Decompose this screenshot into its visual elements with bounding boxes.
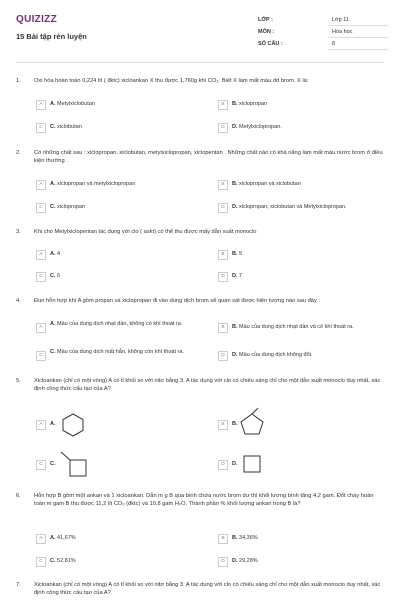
option-key: A. xyxy=(50,250,56,257)
meta-row-grade xyxy=(258,17,388,29)
option-letter: D xyxy=(218,123,228,133)
option-text: 29,28% xyxy=(239,557,258,564)
option-key: D. xyxy=(232,557,238,564)
option-key: C. xyxy=(50,348,56,355)
option-key: D. xyxy=(232,272,238,279)
option-text: 5 xyxy=(239,250,243,257)
option-letter: C xyxy=(36,123,46,133)
option-text: xiclopropan xyxy=(57,203,86,210)
option-letter: A xyxy=(36,420,46,430)
option-key: D. xyxy=(232,123,238,130)
option-text: 7 xyxy=(239,272,243,279)
question-text: Đun hỗn hợp khí A gồm propan và xiclopropan đi vào dung dịch brom sẽ quan sát được hiện tượng nào sau đây : xyxy=(34,298,320,304)
option-letter: C xyxy=(36,351,46,361)
meta-value: 8 xyxy=(332,41,336,47)
option-letter: B xyxy=(218,323,228,333)
option-letter: A xyxy=(36,100,46,110)
option-key: A. xyxy=(50,320,56,327)
meta-label: MÔN : xyxy=(258,29,275,35)
meta-panel xyxy=(258,17,388,53)
option-letter: C xyxy=(36,203,46,213)
option-key: A. xyxy=(50,534,56,541)
option-key: B. xyxy=(232,534,238,541)
meta-value: Lớp 11 xyxy=(332,17,349,23)
option-letter: C xyxy=(36,557,46,567)
option-letter: A xyxy=(36,180,46,190)
option-text: xiclopropan xyxy=(239,100,268,107)
option-letter: A xyxy=(36,250,46,260)
page-title: 15 Bài tập rèn luyện xyxy=(16,32,87,41)
option-key: D. xyxy=(232,351,238,358)
option-text: xiclobutan xyxy=(57,123,82,130)
option-key: C. xyxy=(50,272,56,279)
option-key: C. xyxy=(50,203,56,210)
option-text: Màu của dung dịch nhạt dần, không có khí thoát ra. xyxy=(57,320,183,327)
option-text: Màu của dung dịch mất hẳn, không còn khí thoát ra. xyxy=(57,348,184,355)
option-key: C. xyxy=(50,557,56,564)
option-key: B. xyxy=(232,180,238,187)
option-text: Metylxiclopropan. xyxy=(239,123,282,130)
option-text: xiclopropan và metylxiclopropan xyxy=(57,180,136,187)
option-text: Màu của dung dịch không đổi. xyxy=(239,351,313,358)
option-letter: B xyxy=(218,250,228,260)
option-key: C. xyxy=(50,123,56,130)
option-letter: D xyxy=(218,351,228,361)
option-text: xiclopropan và xiclobutan xyxy=(239,180,301,187)
quizizz-logo: QUIZIZZ xyxy=(16,14,57,25)
meta-label: LỚP : xyxy=(258,17,273,23)
option-key: B. xyxy=(232,250,238,257)
underline xyxy=(328,49,388,50)
underline xyxy=(328,25,388,26)
option-text: Màu của dung dịch nhạt dần và có khí thoát ra. xyxy=(239,323,354,330)
option-key: A. xyxy=(50,180,56,187)
question-text: Hỗn hợp B gồm một ankan và 1 xicloankan. Dẫn m g B qua bình chứa nước brom dư thì khối lượng bình tăng 4,2 gam. Đốt cháy hoàn toàn m gam B thu được 11,2 lít CO₂ (đktc) và 10,8 gam H₂O. Thành phần % khối lượng ankan trong B là? xyxy=(34,493,374,507)
question-text: Oxi hóa hoàn toàn 0,224 lít ( đktc) xicloankan X thu được 1,760g khí CO₂. Biết X làm mất màu dd brom. X là: xyxy=(34,78,309,84)
option-key: D. xyxy=(232,203,238,210)
option-letter: B xyxy=(218,100,228,110)
methylcyclopentane-structure-icon xyxy=(238,406,268,438)
option-letter: D xyxy=(218,272,228,282)
option-letter: C xyxy=(36,272,46,282)
methylcyclobutane-structure-icon xyxy=(58,450,90,478)
question-number: 4. xyxy=(16,298,21,304)
option-key: B. xyxy=(232,323,238,330)
question-number: 1. xyxy=(16,78,21,84)
question-text: Xicloankan (chỉ có một vòng) A có tỉ khối so với nitơ bằng 3. A tác dụng với clo có chiếu sáng chỉ cho một dẫn xuất monoclo duy nhất, xác định công thức cấu tạo của A? xyxy=(34,582,381,596)
option-letter: B xyxy=(218,534,228,544)
question-text: Khi cho Metylxiclopentan tác dụng với clo ( askt) có thể thu được mấy dẫn xuất monoclo xyxy=(34,229,257,235)
meta-row-subject xyxy=(258,29,388,41)
header-divider xyxy=(16,62,384,63)
question-text: Xicloankan (chỉ có một vòng) A có tỉ khối so với nitơ bằng 3. A tác dụng với clo có chiếu sáng chỉ cho một dẫn xuất monoclo duy nhất, xác định công thức cấu tạo của A? xyxy=(34,378,381,392)
option-letter: A xyxy=(36,534,46,544)
question-number: 7. xyxy=(16,582,21,588)
hexagon-structure-icon xyxy=(60,412,86,438)
question-number: 2. xyxy=(16,150,21,156)
option-key: C. xyxy=(50,460,56,467)
option-letter: D xyxy=(218,203,228,213)
option-letter: A xyxy=(36,323,46,333)
option-text: 34,36% xyxy=(239,534,258,541)
option-text: 52,81% xyxy=(57,557,76,564)
meta-label: SỐ CÂU : xyxy=(258,41,283,47)
meta-row-count xyxy=(258,41,388,53)
question-number: 5. xyxy=(16,378,21,384)
option-key: B. xyxy=(232,100,238,107)
question-number: 6. xyxy=(16,493,21,499)
option-key: D. xyxy=(232,460,238,467)
cyclobutane-structure-icon xyxy=(242,454,262,474)
option-text: 4 xyxy=(57,250,61,257)
underline xyxy=(328,37,388,38)
option-text: xiclopropan, xiclobutan và Metylxiclopropan. xyxy=(239,203,347,210)
question-text: Có những chất sau : xiclopropan, xiclobutan, metylxiclopropan, xiclopentan . Những chất nào có khả năng làm mất màu nước brom ở điều kiện thường . xyxy=(34,150,383,164)
option-key: A. xyxy=(50,100,56,107)
question-number: 3. xyxy=(16,229,21,235)
option-letter: D xyxy=(218,557,228,567)
option-letter: B xyxy=(218,420,228,430)
option-text: 41,67% xyxy=(57,534,76,541)
option-text: 6 xyxy=(57,272,61,279)
option-letter: D xyxy=(218,460,228,470)
meta-value: Hóa học xyxy=(332,29,353,35)
option-letter: B xyxy=(218,180,228,190)
option-letter: C xyxy=(36,460,46,470)
option-key: A. xyxy=(50,420,56,427)
option-key: B. xyxy=(232,420,238,427)
option-text: Metylxiclobutan xyxy=(57,100,95,107)
